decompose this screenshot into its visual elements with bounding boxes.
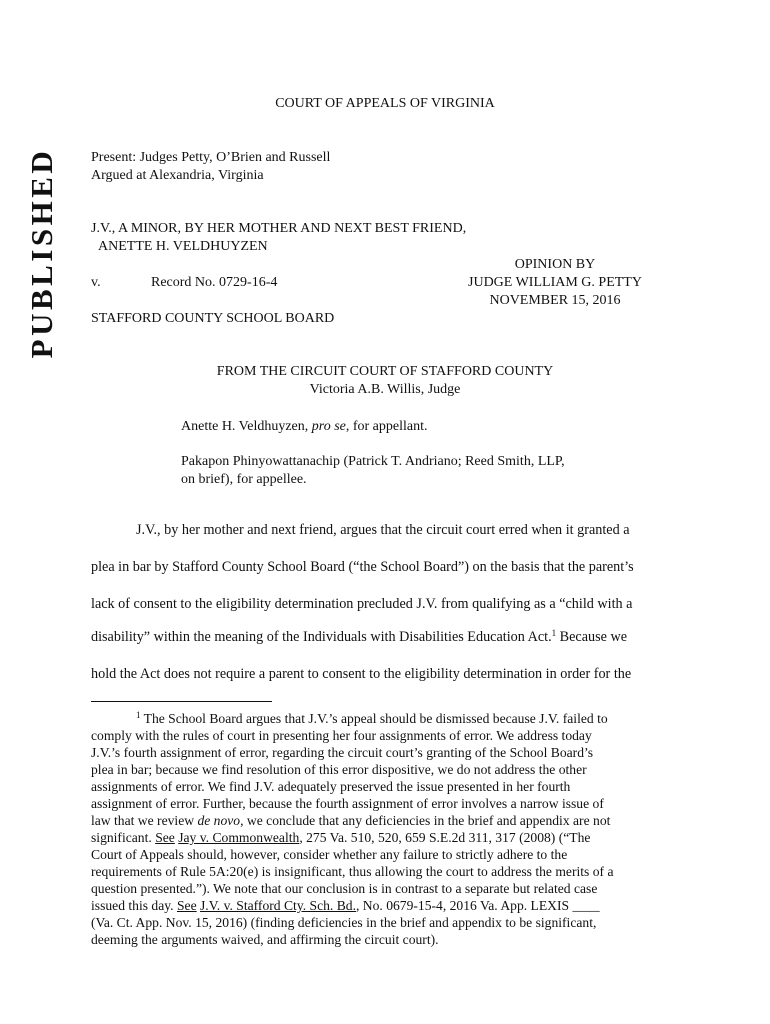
counsel-appellee-line2: on brief), for appellee. (181, 472, 307, 487)
present-judges: Present: Judges Petty, O’Brien and Russell (91, 150, 331, 165)
counsel-appellant-role: pro se (311, 419, 346, 434)
opinion-date: NOVEMBER 15, 2016 (489, 293, 621, 308)
footnote-line-8 (91, 829, 668, 846)
published-watermark (14, 147, 70, 359)
footnote-line-9: Court of Appeals should, however, consider whether any failure to strictly adhere to the (91, 847, 568, 862)
footnote-line-12-c: , No. 0679-15-4, 2016 Va. App. LEXIS ____ (355, 898, 600, 913)
footnote-line-2: comply with the rules of court in presenting her four assignments of error. We address today (91, 728, 592, 743)
body-line-3: lack of consent to the eligibility determination precluded J.V. from qualifying as a “child with a (91, 596, 633, 612)
footnote-number: 1 (136, 710, 141, 720)
body-line-4 (91, 628, 667, 646)
footnote-line-10: requirements of Rule 5A:20(e) is insignificant, thus allowing the court to address the merits of a (91, 864, 614, 879)
opinion-judge: JUDGE WILLIAM G. PETTY (468, 275, 642, 290)
footnote-line-7-de-novo: de novo (197, 813, 241, 828)
lower-court-judge: Victoria A.B. Willis, Judge (309, 382, 461, 397)
footnote-line-4: plea in bar; because we find resolution of this error dispositive, we do not address the other (91, 762, 587, 777)
appellant-caption-line1: J.V., A MINOR, BY HER MOTHER AND NEXT BEST FRIEND, (91, 221, 467, 236)
footnote-line-12-see: See (176, 898, 197, 913)
citation-jv-v-stafford: J.V. v. Stafford Cty. Sch. Bd. (200, 898, 356, 913)
counsel-appellant (181, 418, 428, 436)
footnote-line-12 (91, 897, 668, 914)
footnote-divider (91, 701, 272, 702)
footnote-line-1 (136, 710, 668, 727)
footnote-line-8-a: significant. (91, 830, 156, 845)
footnote-line-7-c: , we conclude that any deficiencies in the brief and appendix are not (240, 813, 611, 828)
published-watermark-text: PUBLISHED (24, 147, 59, 359)
counsel-appellant-name: Anette H. Veldhuyzen, (181, 419, 312, 434)
footnote-line-12-a: issued this day. (91, 898, 177, 913)
opinion-by-label: OPINION BY (514, 257, 596, 272)
counsel-appellant-tail: , for appellant. (345, 419, 428, 434)
footnote-line-5: assignments of error. We find J.V. adequately preserved the issue presented in her fourth (91, 779, 571, 794)
counsel-appellee-line1: Pakapon Phinyowattanachip (Patrick T. Andriano; Reed Smith, LLP, (181, 454, 565, 469)
footnote-line-6: assignment of error. Further, because the fourth assignment of error involves a narrow issue of (91, 796, 604, 811)
body-line-2: plea in bar by Stafford County School Board (“the School Board”) on the basis that the parent’s (91, 559, 634, 575)
appellee-caption: STAFFORD COUNTY SCHOOL BOARD (91, 311, 335, 326)
footnote-line-7-a: law that we review (91, 813, 198, 828)
footnote-line-8-c: , 275 Va. 510, 520, 659 S.E.2d 311, 317 (2008) (“The (299, 830, 591, 845)
lower-court-name: FROM THE CIRCUIT COURT OF STAFFORD COUNTY (216, 364, 554, 379)
body-line-5: hold the Act does not require a parent to consent to the eligibility determination in order for the (91, 666, 632, 682)
citation-jay-v-commonwealth: Jay v. Commonwealth (178, 830, 300, 845)
record-number: Record No. 0729-16-4 (151, 275, 278, 290)
body-line-4-tail: Because we (556, 629, 628, 645)
footnote-line-1-text: The School Board argues that J.V.’s appeal should be dismissed because J.V. failed to (140, 711, 608, 726)
footnote-reference-1[interactable]: 1 (551, 628, 557, 638)
court-title: COURT OF APPEALS OF VIRGINIA (275, 96, 495, 111)
body-line-1: J.V., by her mother and next friend, argues that the circuit court erred when it granted a (136, 522, 630, 538)
argued-location: Argued at Alexandria, Virginia (91, 168, 264, 183)
footnote-line-13: (Va. Ct. App. Nov. 15, 2016) (finding deficiencies in the brief and appendix to be significant, (91, 915, 597, 930)
versus-label: v. (91, 275, 101, 290)
appellant-caption-line2: ANETTE H. VELDHUYZEN (98, 239, 268, 254)
footnote-line-14: deeming the arguments waived, and affirming the circuit court). (91, 932, 439, 947)
footnote-line-11: question presented.”). We note that our conclusion is in contrast to a separate but related case (91, 881, 598, 896)
body-line-4-text: disability” within the meaning of the Individuals with Disabilities Education Act. (91, 629, 552, 645)
footnote-line-8-see: See (155, 830, 175, 845)
footnote-line-3: J.V.’s fourth assignment of error, regarding the circuit court’s granting of the School Board’s (91, 745, 594, 760)
footnote-line-7 (91, 812, 668, 829)
